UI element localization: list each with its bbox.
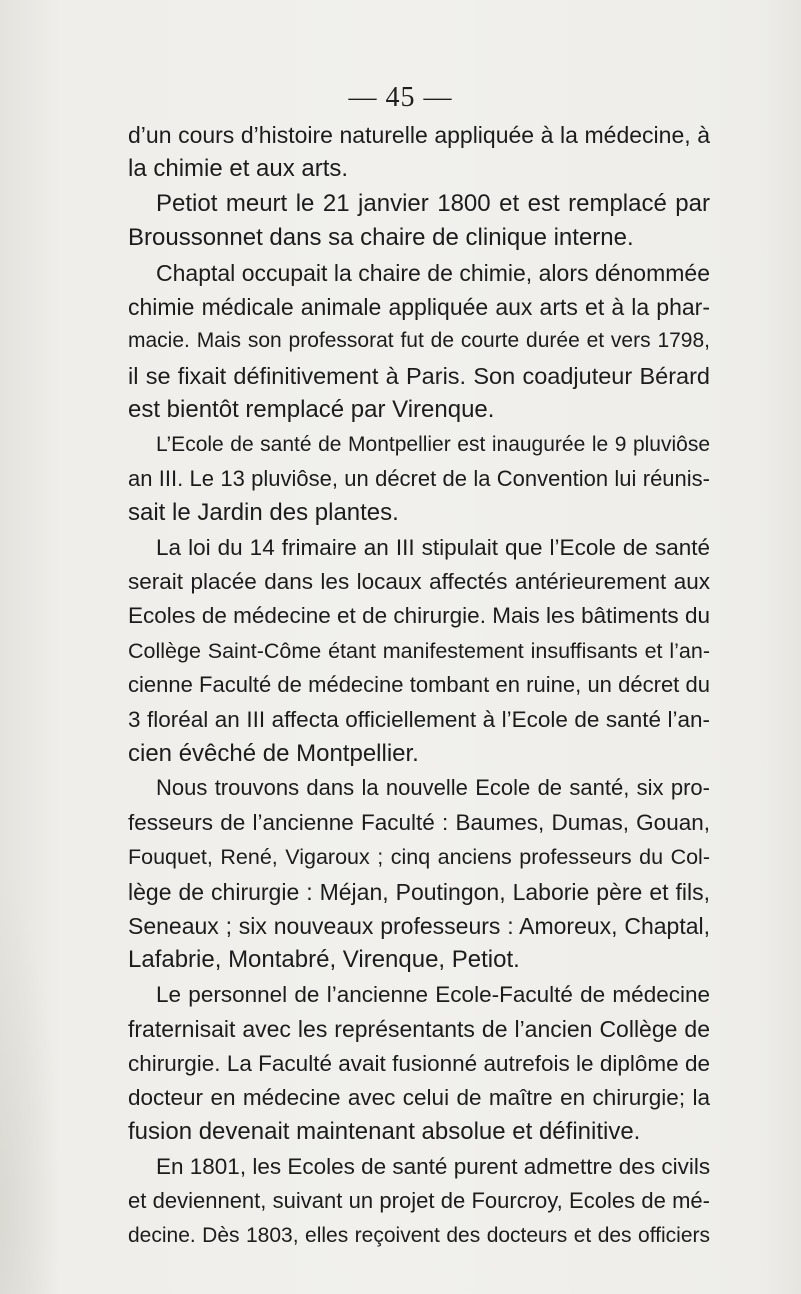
text-line: chimie médicale animale appliquée aux arts et à la phar-: [128, 293, 710, 320]
text-line: il se fixait définitivement à Paris. Son coadjuteur Bérard: [128, 362, 710, 389]
text-line: macie. Mais son professorat fut de courte durée et vers 1798,: [128, 329, 710, 353]
text-line: fraternisait avec les représentants de l’ancien Collège de: [128, 1016, 710, 1043]
text-line: Collège Saint-Côme étant manifestement insuffisants et l’an-: [128, 638, 710, 663]
text-line: 3 floréal an III affecta officiellement à l’Ecole de santé l’an-: [128, 706, 710, 732]
body-text: [128, 118, 710, 1253]
text-line: Petiot meurt le 21 janvier 1800 et est remplacé par: [156, 189, 710, 217]
text-line: La loi du 14 frimaire an III stipulait que l’Ecole de santé: [156, 534, 710, 560]
text-line: Ecoles de médecine et de chirurgie. Mais les bâtiments du: [128, 603, 710, 629]
text-line: la chimie et aux arts.: [128, 155, 349, 183]
text-line: sait le Jardin des plantes.: [128, 499, 399, 527]
text-line: En 1801, les Ecoles de santé purent admettre des civils: [156, 1153, 710, 1179]
page-number: — 45 —: [348, 82, 453, 113]
text-line: L’Ecole de santé de Montpellier est inaugurée le 9 pluviôse: [156, 432, 710, 456]
text-line: cienne Faculté de médecine tombant en ruine, un décret du: [128, 672, 710, 698]
text-line: serait placée dans les locaux affectés antérieurement aux: [128, 569, 710, 595]
text-line: an III. Le 13 pluviôse, un décret de la Convention lui réunis-: [128, 465, 710, 491]
text-line: Fouquet, René, Vigaroux ; cinq anciens professeurs du Col-: [128, 845, 710, 870]
text-line: Nous trouvons dans la nouvelle Ecole de santé, six pro-: [156, 775, 710, 801]
text-line: docteur en médecine avec celui de maître en chirurgie; la: [128, 1084, 710, 1110]
text-line: Lafabrie, Montabré, Virenque, Petiot.: [128, 946, 520, 974]
page-stain: [0, 874, 60, 1294]
text-line: Seneaux ; six nouveaux professeurs : Amoreux, Chaptal,: [128, 912, 710, 939]
text-line: est bientôt remplacé par Virenque.: [128, 396, 495, 424]
text-line: cien évêché de Montpellier.: [128, 740, 419, 768]
text-line: et deviennent, suivant un projet de Fourcroy, Ecoles de mé-: [128, 1188, 710, 1214]
text-line: chirurgie. La Faculté avait fusionné autrefois le diplôme de: [128, 1050, 710, 1076]
text-line: fesseurs de l’ancienne Faculté : Baumes, Dumas, Gouan,: [128, 809, 710, 835]
text-line: d’un cours d’histoire naturelle appliquée à la médecine, à: [128, 122, 710, 148]
text-line: Le personnel de l’ancienne Ecole-Faculté de médecine: [156, 981, 710, 1007]
text-line: decine. Dès 1803, elles reçoivent des docteurs et des officiers: [128, 1223, 710, 1247]
text-line: Broussonnet dans sa chaire de clinique interne.: [128, 224, 634, 252]
text-line: lège de chirurgie : Méjan, Poutingon, Laborie père et fils,: [128, 878, 710, 905]
text-line: Chaptal occupait la chaire de chimie, alors dénommée: [156, 259, 710, 286]
text-line: fusion devenait maintenant absolue et définitive.: [128, 1118, 641, 1146]
